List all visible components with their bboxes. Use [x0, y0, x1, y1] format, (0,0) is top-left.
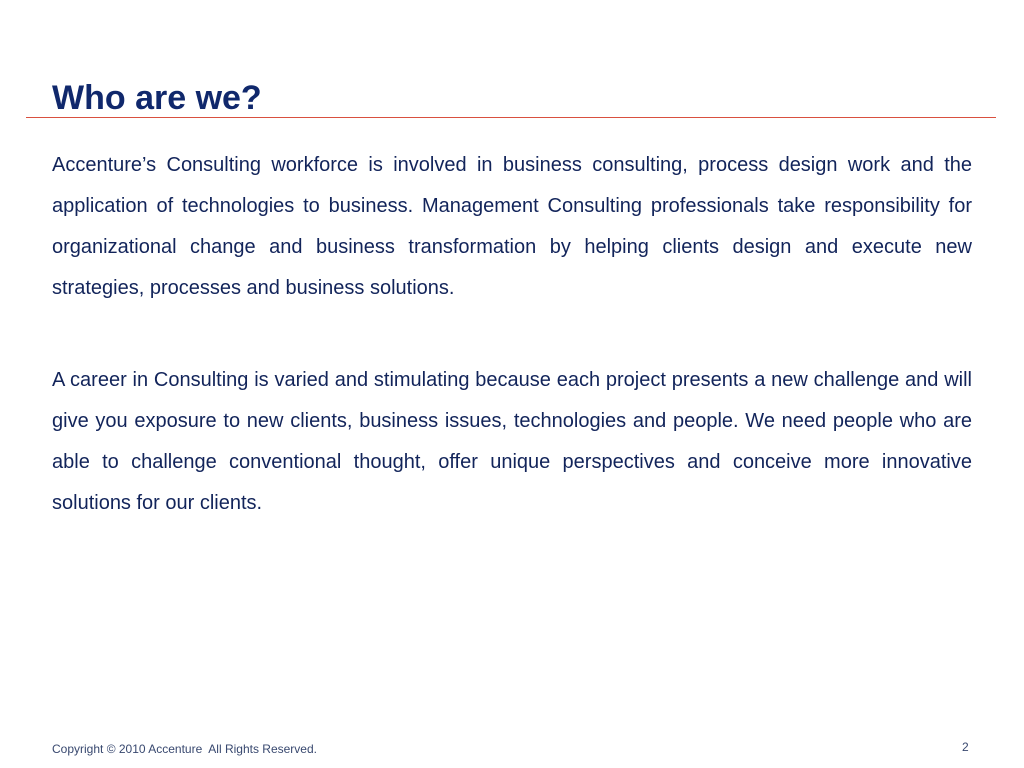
title-divider: [26, 117, 996, 118]
body-paragraph-career: A career in Consulting is varied and stimulating because each project presents a new challenge and will give you exposure to new clients, business issues, technologies and people. We need people who are able to challenge conventional thought, offer unique perspectives and conceive more innovative solutions for our clients.: [52, 369, 972, 514]
body-paragraph-consulting-workforce: Accenture’s Consulting workforce is involved in business consulting, process design work and the application of technologies to business. Management Consulting professionals take responsibility for organizational change and business transformation by helping clients design and execute new strategies, processes and business solutions.: [52, 154, 972, 299]
footer-copyright: Copyright © 2010 Accenture All Rights Reserved.: [52, 742, 317, 756]
slide-title: Who are we?: [52, 79, 262, 117]
page-number: 2: [962, 740, 969, 754]
